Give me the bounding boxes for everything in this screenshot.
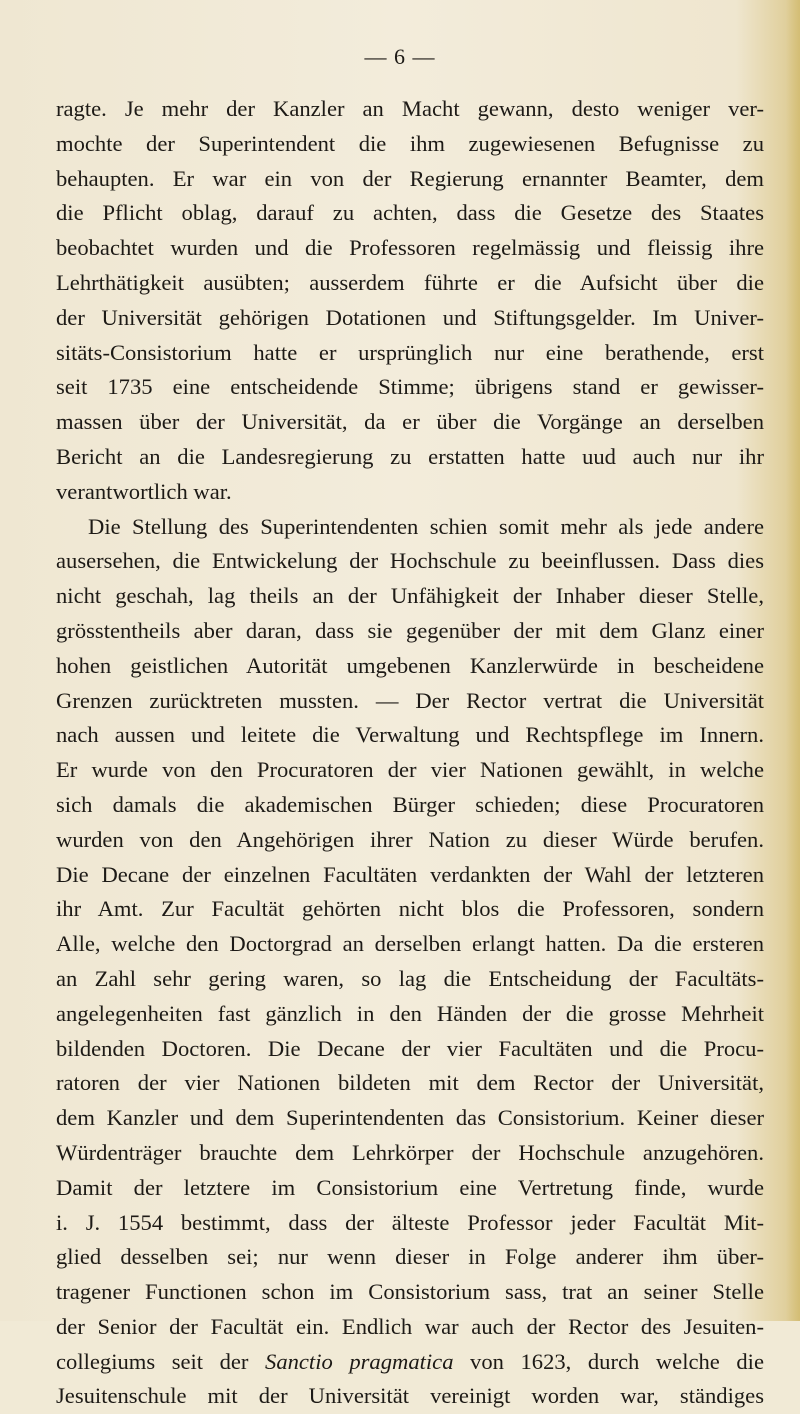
text-line: behaupten. Er war ein von der Regierung ernannter Beamter, dem [56,165,764,191]
text-line: Jesuitenschule mit der Universität vereinigt worden war, ständiges [56,1383,764,1409]
text-line: ratoren der vier Nationen bildeten mit dem Rector der Universität, [56,1070,764,1096]
text-line: Bericht an die Landesregierung zu erstatten hatte uud auch nur ihr [56,443,764,469]
text-line: an Zahl sehr gering waren, so lag die Entscheidung der Facultäts- [56,965,764,991]
text-line: ausersehen, die Entwickelung der Hochschule zu beeinflussen. Dass dies [56,548,764,574]
text-line: Damit der letztere im Consistorium eine Vertretung finde, wurde [56,1174,764,1200]
text-line: ragte. Je mehr der Kanzler an Macht gewann, desto weniger ver- [56,96,764,121]
text-line: glied desselben sei; nur wenn dieser in Folge anderer ihm über- [56,1244,764,1270]
text-line: verantwortlich war. [56,478,232,504]
text-line: Alle, welche den Doctorgrad an derselben erlangt hatten. Da die ersteren [56,931,764,957]
text-line: Die Stellung des Superintendenten schien somit mehr als jede andere [88,513,764,539]
text-line: sich damals die akademischen Bürger schieden; diese Procuratoren [56,791,764,817]
text-line: grösstentheils aber daran, dass sie gegenüber der mit dem Glanz einer [56,617,764,643]
text-line: Er wurde von den Procuratoren der vier Nationen gewählt, in welche [56,757,764,783]
text-line: dem Kanzler und dem Superintendenten das Consistorium. Keiner dieser [56,1105,764,1131]
text-line: hohen geistlichen Autorität umgebenen Kanzlerwürde in bescheidene [56,652,764,678]
text-segment: von 1623, durch welche die [453,1348,764,1374]
text-line: wurden von den Angehörigen ihrer Nation zu dieser Würde berufen. [56,826,764,852]
text-line: nach aussen und leitete die Verwaltung und Rechtspflege im Innern. [56,722,764,748]
text-line: i. J. 1554 bestimmt, dass der älteste Professor jeder Facultät Mit- [56,1209,764,1235]
page-edge-stain [786,0,800,1321]
text-line: massen über der Universität, da er über die Vorgänge an derselben [56,409,764,435]
text-line: ihr Amt. Zur Facultät gehörten nicht blos die Professoren, sondern [56,896,764,922]
text-line: nicht geschah, lag theils an der Unfähigkeit der Inhaber dieser Stelle, [56,583,764,609]
text-line: Lehrthätigkeit ausübten; ausserdem führte er die Aufsicht über die [56,269,764,295]
text-line: angelegenheiten fast gänzlich in den Händen der die grosse Mehrheit [56,1000,764,1026]
text-segment: collegiums seit der [56,1348,266,1374]
page-number: — 6 — [364,44,436,69]
text-line: die Pflicht oblag, darauf zu achten, dass die Gesetze des Staates [56,200,764,226]
text-line: der Senior der Facultät ein. Endlich war auch der Rector des Jesuiten- [56,1313,764,1339]
text-line [56,1345,764,1380]
text-line: beobachtet wurden und die Professoren regelmässig und fleissig ihre [56,235,764,261]
text-line: mochte der Superintendent die ihm zugewiesenen Befugnisse zu [56,130,764,156]
text-line: Würdenträger brauchte dem Lehrkörper der Hochschule anzugehören. [56,1139,764,1165]
text-line: Grenzen zurücktreten mussten. — Der Rector vertrat die Universität [56,687,764,713]
text-line: sitäts-Consistorium hatte er ursprünglich nur eine berathende, erst [56,339,764,365]
text-line: tragener Functionen schon im Consistorium sass, trat an seiner Stelle [56,1279,764,1305]
body-text [56,92,764,1414]
text-line: der Universität gehörigen Dotationen und Stiftungsgelder. Im Univer- [56,304,764,330]
italic-title: Sanctio pragmatica [265,1348,454,1374]
text-line: bildenden Doctoren. Die Decane der vier Facultäten und die Procu- [56,1035,764,1061]
text-line: seit 1735 eine entscheidende Stimme; übrigens stand er gewisser- [56,374,764,400]
text-line: Die Decane der einzelnen Facultäten verdankten der Wahl der letzteren [56,861,764,887]
